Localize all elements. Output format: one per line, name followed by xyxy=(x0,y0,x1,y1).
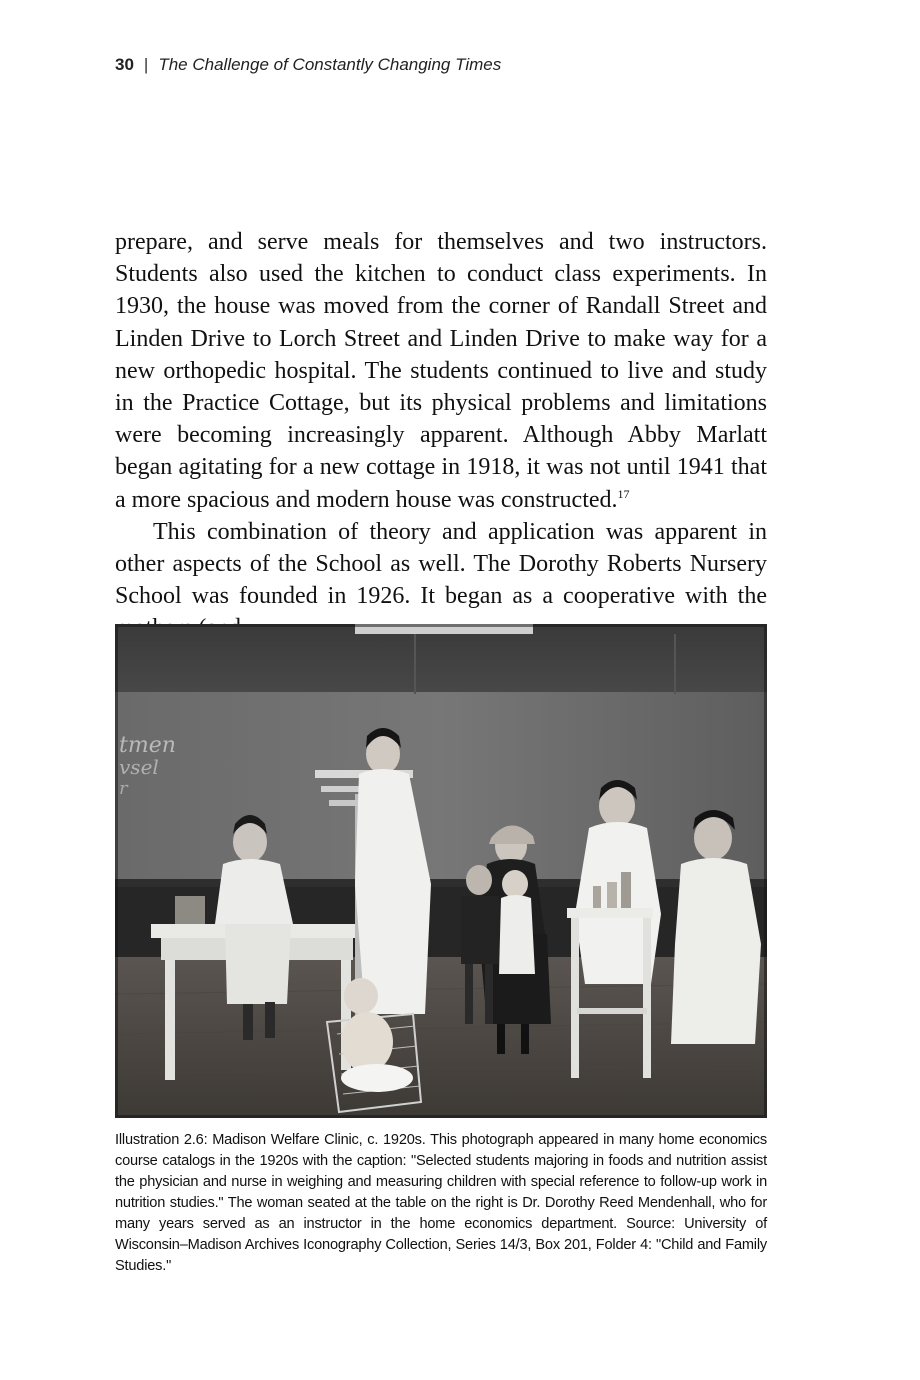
clinic-photo-illustration xyxy=(115,624,767,1118)
svg-text:vsel: vsel xyxy=(119,755,159,779)
running-head xyxy=(115,55,501,75)
running-head-separator: | xyxy=(143,55,149,74)
figure-caption: Illustration 2.6: Madison Welfare Clinic, c. 1920s. This photograph appeared in many home economics course catalogs in the 1920s with the caption: "Selected students majoring in foods and nutrition assist the physician and nurse in weighing and measuring children with special reference to follow-up work in nutrition studies." The woman seated at the table on the right is Dr. Dorothy Reed Mendenhall, who for many years served as an instructor in the home economics department. Source: University of Wisconsin–Madison Archives Iconography Collection, Series 14/3, Box 201, Folder 4: "Child and Family Studies." xyxy=(115,1132,767,1274)
chalkboard xyxy=(115,692,767,882)
svg-text:r: r xyxy=(119,778,128,799)
footnote-reference: 17 xyxy=(617,486,630,501)
chalkboard-writing: tmen xyxy=(119,733,176,758)
body-paragraph-2: This combination of theory and application was apparent in other aspects of the School as well. The Dorothy Roberts Nursery School was founded in 1926. It began as a cooperative with the xyxy=(115,518,767,610)
body-paragraph-1-text: prepare, and serve meals for themselves and two instructors. Students also used the kitchen to conduct class experiments. In 1930, the house was moved from the corner of Randall Street and Linden Drive to Lorch Street and Linden Drive to make way for a new orthopedic hospital. The students continued to live and study in the Practice Cottage, but its physical problems and limitations were becoming increasingly apparent. Although Abby Marlatt began agitating for a new cottage in 1918, it was not until 1941 that a more spacious and modern house was constructed. xyxy=(115,229,767,513)
figure-photograph xyxy=(115,624,767,1118)
chalkboard-ledge xyxy=(115,879,767,887)
body-text xyxy=(115,226,767,645)
running-head-title: The Challenge of Constantly Changing Times xyxy=(158,55,502,74)
body-paragraph-1 xyxy=(115,226,767,516)
floor xyxy=(115,957,767,1118)
page-number: 30 xyxy=(115,55,134,74)
